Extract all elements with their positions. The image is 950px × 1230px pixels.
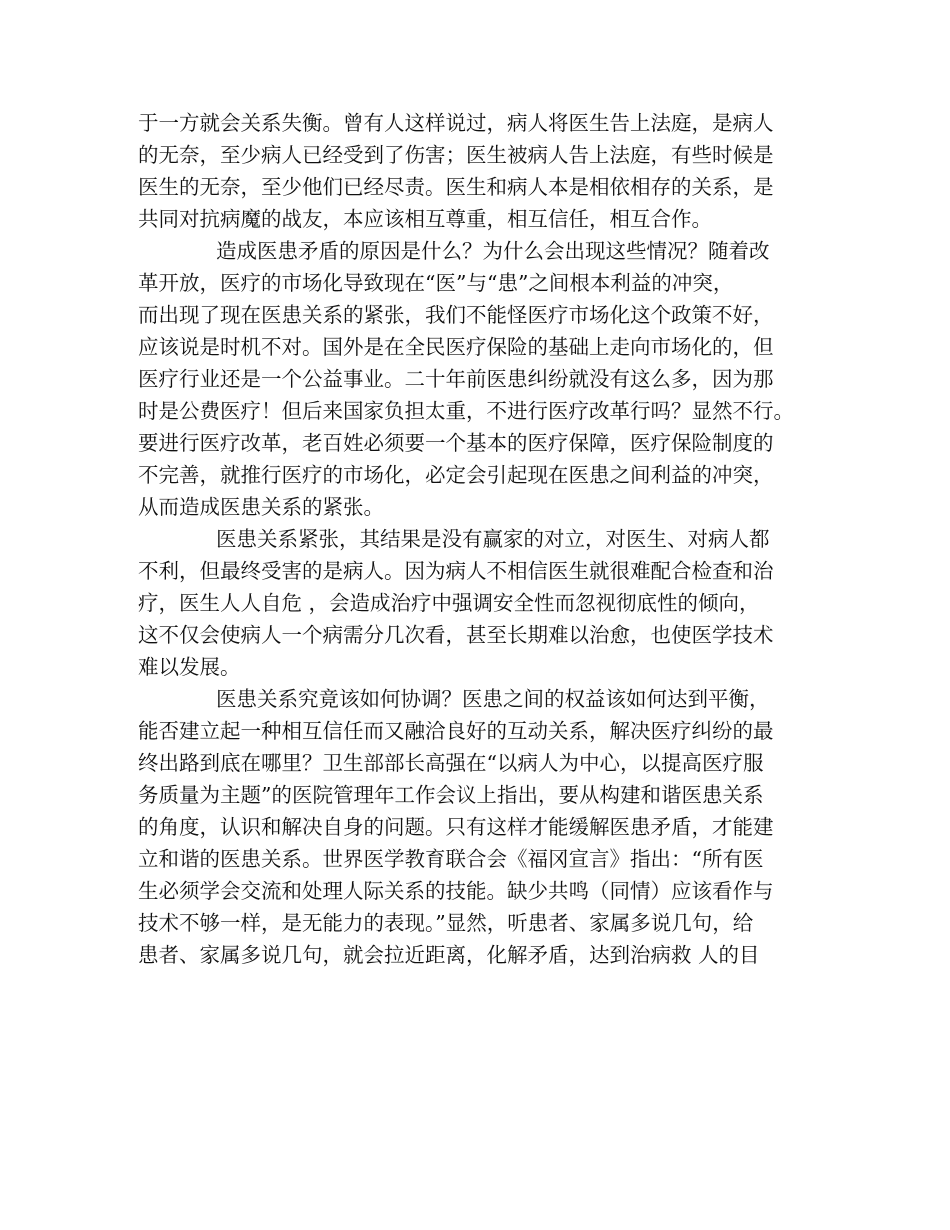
text-line: 于一方就会关系失衡。曾有人这样说过，病人将医生告上法庭，是病人: [138, 111, 774, 135]
text-line: 医疗行业还是一个公益事业。二十年前医患纠纷就没有这么多，因为那: [138, 367, 774, 391]
text-line: 能否建立起一种相互信任而又融洽良好的互动关系，解决医疗纠纷的最: [138, 719, 774, 743]
text-line: 的无奈，至少病人已经受到了伤害；医生被病人告上法庭，有些时候是: [138, 143, 774, 167]
text-line: 医患关系究竟该如何协调？医患之间的权益该如何达到平衡，: [216, 687, 770, 711]
paragraph-4: [138, 683, 838, 971]
text-line: 要进行医疗改革，老百姓必须要一个基本的医疗保障，医疗保险制度的: [138, 431, 774, 455]
text-line: 而出现了现在医患关系的紧张，我们不能怪医疗市场化这个政策不好，: [138, 303, 774, 327]
text-line: 革开放，医疗的市场化导致现在“医”与“患”之间根本利益的冲突，: [138, 271, 734, 295]
text-line: 不利，但最终受害的是病人。因为病人不相信医生就很难配合检查和治: [138, 559, 774, 583]
paragraph-2: [138, 235, 838, 523]
text-line: 医患关系紧张，其结果是没有赢家的对立，对医生、对病人都: [216, 527, 770, 551]
text-line: 立和谐的医患关系。世界医学教育联合会《福冈宣言》指出：“所有医: [138, 847, 764, 871]
document-body: [138, 107, 838, 971]
text-line: 医生的无奈，至少他们已经尽责。医生和病人本是相依相存的关系，是: [138, 175, 774, 199]
text-line: 共同对抗病魔的战友，本应该相互尊重，相互信任，相互合作。: [138, 207, 712, 231]
text-line: 造成医患矛盾的原因是什么？为什么会出现这些情况？随着改: [216, 239, 770, 263]
paragraph-1: [138, 107, 838, 235]
text-line: 疗，医生人人自危 ，会造成治疗中强调安全性而忽视彻底性的倾向，: [138, 591, 760, 615]
text-line: 难以发展。: [138, 655, 241, 679]
text-line: 患者、家属多说几句，就会拉近距离，化解矛盾，达到治病救 人的目: [138, 943, 760, 967]
text-line: 的角度，认识和解决自身的问题。只有这样才能缓解医患矛盾，才能建: [138, 815, 774, 839]
text-line: 这不仅会使病人一个病需分几次看，甚至长期难以治愈，也使医学技术: [138, 623, 774, 647]
text-line: 生必须学会交流和处理人际关系的技能。缺少共鸣（同情）应该看作与: [138, 879, 774, 903]
text-line: 务质量为主题”的医院管理年工作会议上指出，要从构建和谐医患关系: [138, 783, 764, 807]
text-line: 应该说是时机不对。国外是在全民医疗保险的基础上走向市场化的，但: [138, 335, 774, 359]
text-line: 时是公费医疗！但后来国家负担太重，不进行医疗改革行吗？显然不行。: [138, 399, 794, 423]
paragraph-3: [138, 523, 838, 683]
text-line: 不完善，就推行医疗的市场化，必定会引起现在医患之间利益的冲突，: [138, 463, 774, 487]
text-line: 终出路到底在哪里？卫生部部长高强在“以病人为中心，以提高医疗服: [138, 751, 764, 775]
text-line: 技术不够一样，是无能力的表现。”显然，听患者、家属多说几句，给: [138, 911, 754, 935]
text-line: 从而造成医患关系的紧张。: [138, 495, 384, 519]
